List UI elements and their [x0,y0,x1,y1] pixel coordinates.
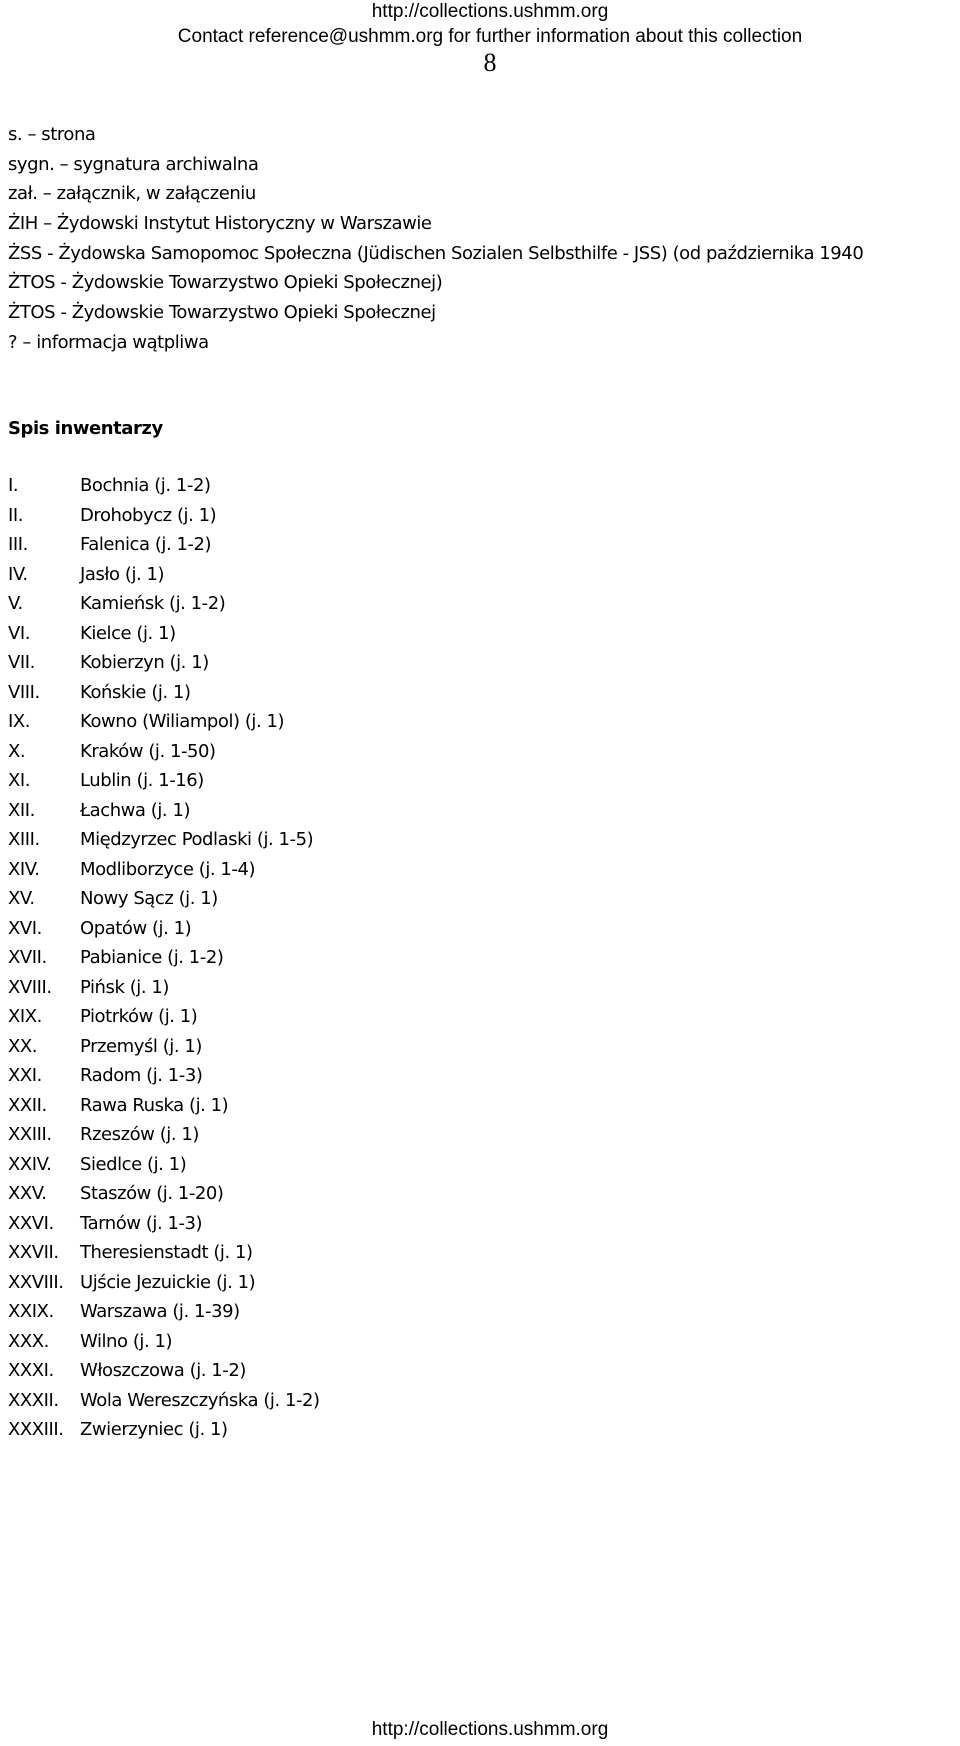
inventory-item [8,1327,908,1357]
inventory-item [8,560,908,590]
inventory-item-number: III. [8,534,28,555]
inventory-item-number: XV. [8,888,35,909]
page-header [0,0,960,76]
inventory-item [8,825,908,855]
inventory-item [8,1209,908,1239]
inventory-item-name: Staszów (j. 1-20) [80,1183,224,1204]
inventory-item-number: VIII. [8,681,40,703]
inventory-item [8,471,908,501]
inventory-item-number: XXIII. [8,1124,52,1145]
inventory-item-name: Kielce (j. 1) [80,622,176,644]
inventory-item-name: Łachwa (j. 1) [80,799,191,821]
inventory-item-name: Lublin (j. 1-16) [80,770,204,791]
inventory-item [8,1150,908,1180]
abbreviation-item: s. – strona [8,124,96,145]
inventory-item-name: Falenica (j. 1-2) [80,534,212,555]
inventory-item [8,1356,908,1386]
inventory-item [8,619,908,649]
inventory-item [8,973,908,1003]
header-url-link[interactable]: http://collections.ushmm.org [371,1,609,22]
inventory-item-name: Rawa Ruska (j. 1) [80,1094,229,1116]
inventory-item-number: XXXII. [8,1389,59,1411]
inventory-item-number: XIX. [8,1006,42,1027]
inventory-item-number: X. [8,740,26,762]
abbreviation-item: ŻSS - Żydowska Samopomoc Społeczna (Jüdischen Sozialen Selbsthilfe - JSS) (od października 1940 [8,242,864,264]
inventory-item-name: Modliborzyce (j. 1-4) [80,858,256,880]
inventory-item-name: Kowno (Wiliampol) (j. 1) [80,711,285,732]
inventory-item-number: XXXIII. [8,1419,64,1440]
inventory-item-name: Pińsk (j. 1) [80,976,169,998]
inventory-item-name: Włoszczowa (j. 1-2) [80,1360,246,1381]
inventory-item-name: Theresienstadt (j. 1) [80,1242,253,1263]
inventory-item [8,1179,908,1209]
inventory-item [8,1032,908,1062]
inventory-item-number: XXX. [8,1330,49,1352]
inventory-item-number: VII. [8,652,35,673]
inventory-item [8,914,908,944]
inventory-item [8,737,908,767]
inventory-item-number: V. [8,593,23,614]
inventory-item [8,796,908,826]
inventory-item [8,1415,908,1445]
footer-url-link[interactable]: http://collections.ushmm.org [371,1719,609,1740]
inventory-item-number: XVIII. [8,976,52,998]
inventory-item-name: Opatów (j. 1) [80,917,192,939]
page-number: 8 [483,48,497,77]
inventory-item [8,501,908,531]
inventory-item-number: XXVIII. [8,1271,64,1293]
inventory-list [8,471,908,1445]
inventory-item-number: XXIV. [8,1153,52,1175]
inventory-item-name: Przemyśl (j. 1) [80,1035,202,1057]
inventory-item-number: II. [8,504,23,526]
inventory-item-number: XIII. [8,829,40,850]
inventory-item [8,943,908,973]
inventory-item [8,766,908,796]
inventory-item [8,589,908,619]
inventory-item-number: XIV. [8,858,40,880]
inventory-item [8,1091,908,1121]
abbreviation-list [8,120,958,358]
inventory-item-name: Kraków (j. 1-50) [80,740,216,762]
inventory-item-number: XXVI. [8,1212,54,1234]
inventory-item [8,1061,908,1091]
abbreviation-item: ŻIH – Żydowski Instytut Historyczny w Warszawie [8,213,432,235]
inventory-item-number: XVI. [8,917,42,939]
inventory-item-name: Piotrków (j. 1) [80,1006,198,1027]
page-footer [0,1718,960,1742]
abbreviation-item: sygn. – sygnatura archiwalna [8,153,259,175]
inventory-item [8,678,908,708]
inventory-item-number: I. [8,475,19,496]
inventory-item-number: XXVII. [8,1242,59,1263]
inventory-item-name: Pabianice (j. 1-2) [80,947,224,968]
inventory-item-name: Kobierzyn (j. 1) [80,652,209,673]
inventory-item-name: Drohobycz (j. 1) [80,504,217,526]
abbreviation-item: ŻTOS - Żydowskie Towarzystwo Opieki Społecznej) [8,272,443,294]
inventory-item-name: Końskie (j. 1) [80,681,191,703]
inventory-item [8,530,908,560]
inventory-item-name: Radom (j. 1-3) [80,1065,203,1086]
inventory-item-name: Zwierzyniec (j. 1) [80,1419,228,1440]
inventory-item [8,1120,908,1150]
inventory-item-number: XI. [8,770,31,791]
inventory-item-number: VI. [8,622,30,644]
inventory-item [8,707,908,737]
inventory-item [8,855,908,885]
abbreviation-item: ? – informacja wątpliwa [8,331,209,353]
inventory-item [8,1002,908,1032]
inventory-item-number: XXIX. [8,1301,54,1322]
inventory-item [8,884,908,914]
abbreviation-item: zał. – załącznik, w załączeniu [8,183,256,205]
inventory-item-name: Międzyrzec Podlaski (j. 1-5) [80,829,314,850]
inventory-title: Spis inwentarzy [8,418,163,439]
inventory-item-number: XXII. [8,1094,47,1116]
inventory-item [8,1268,908,1298]
inventory-item-number: XVII. [8,947,47,968]
inventory-item-name: Nowy Sącz (j. 1) [80,888,218,909]
inventory-item-number: XXI. [8,1065,42,1086]
inventory-item-name: Siedlce (j. 1) [80,1153,187,1175]
inventory-item-name: Warszawa (j. 1-39) [80,1301,240,1322]
inventory-item-number: XXV. [8,1183,47,1204]
inventory-item-number: XX. [8,1035,38,1057]
inventory-item-name: Wilno (j. 1) [80,1330,173,1352]
inventory-item [8,1297,908,1327]
inventory-item-number: XII. [8,799,35,821]
inventory-item-number: XXXI. [8,1360,54,1381]
inventory-item-name: Wola Wereszczyńska (j. 1-2) [80,1389,320,1411]
header-contact-text: Contact reference@ushmm.org for further information about this collection [177,26,803,47]
abbreviation-item: ŻTOS - Żydowskie Towarzystwo Opieki Społecznej [8,302,436,324]
inventory-item-number: IX. [8,711,31,732]
inventory-item-name: Jasło (j. 1) [80,563,165,585]
inventory-item [8,1238,908,1268]
inventory-item-name: Rzeszów (j. 1) [80,1124,199,1145]
inventory-item [8,1386,908,1416]
inventory-item-number: IV. [8,563,28,585]
inventory-item-name: Tarnów (j. 1-3) [80,1212,203,1234]
inventory-item [8,648,908,678]
inventory-item-name: Ujście Jezuickie (j. 1) [80,1271,256,1293]
inventory-item-name: Bochnia (j. 1-2) [80,475,211,496]
inventory-item-name: Kamieńsk (j. 1-2) [80,593,226,614]
